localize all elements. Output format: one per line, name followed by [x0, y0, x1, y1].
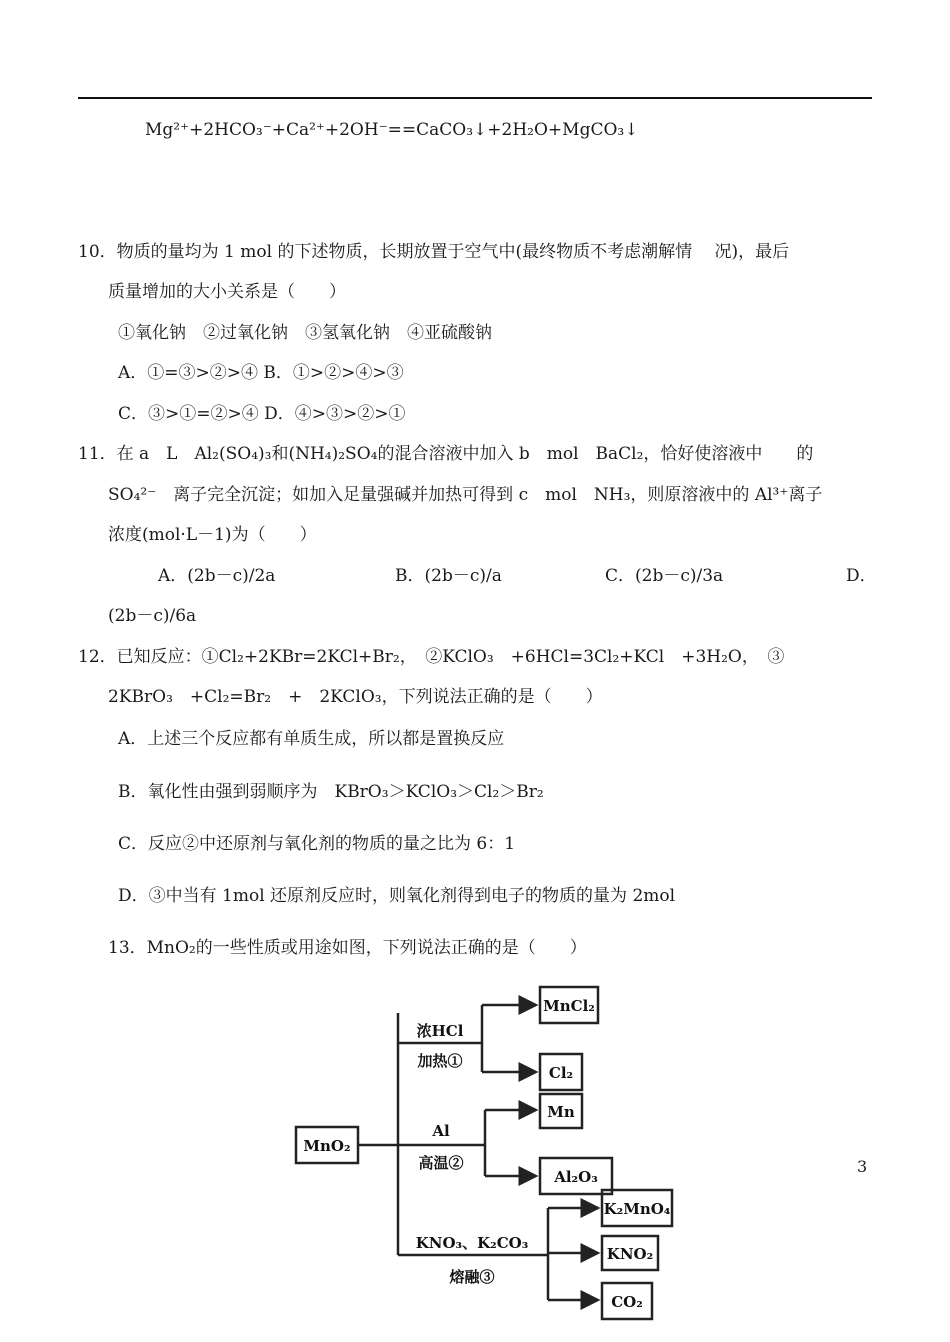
- product-mncl2: MnCl₂: [543, 997, 595, 1015]
- branch2-condition: 高温②: [418, 1154, 464, 1172]
- q12-option-c: C．反应②中还原剂与氧化剂的物质的量之比为 6：1: [118, 834, 516, 854]
- q10-option-cd: C．③>①=②>④ D．④>③>②>①: [118, 404, 406, 424]
- q11-option-d-value: (2b－c)/6a: [108, 606, 197, 626]
- q12-option-b: B．氧化性由强到弱顺序为 KBrO₃＞KClO₃＞Cl₂＞Br₂: [118, 782, 544, 802]
- q11-option-c: C．(2b－c)/3a: [605, 566, 724, 586]
- product-co2: CO₂: [611, 1293, 643, 1311]
- branch3-condition: 熔融③: [449, 1268, 495, 1286]
- q11-line1: 11．在 a L Al₂(SO₄)₃和(NH₄)₂SO₄的混合溶液中加入 b mol BaCl₂，恰好使溶液中 的: [78, 444, 814, 464]
- q11-line2: SO₄²⁻ 离子完全沉淀；如加入足量强碱并加热可得到 c mol NH₃，则原溶液中的 Al³⁺离子: [108, 485, 823, 505]
- source-label: MnO₂: [303, 1137, 351, 1155]
- q12-option-d: D．③中当有 1mol 还原剂反应时，则氧化剂得到电子的物质的量为 2mol: [118, 886, 676, 906]
- q10-items: ①氧化钠 ②过氧化钠 ③氢氧化钠 ④亚硫酸钠: [118, 323, 492, 343]
- q11-line3: 浓度(mol·L－1)为（ ）: [108, 525, 317, 545]
- product-kno2: KNO₂: [606, 1245, 654, 1263]
- q13-line1: 13．MnO₂的一些性质或用途如图，下列说法正确的是（ ）: [108, 938, 587, 958]
- q10-line1: 10．物质的量均为 1 mol 的下述物质，长期放置于空气中(最终物质不考虑潮解情 况)，最后: [78, 242, 790, 262]
- product-k2mno4: K₂MnO₄: [603, 1200, 671, 1218]
- branch2-reagent: Al: [432, 1122, 450, 1140]
- q11-option-d: D．: [846, 566, 877, 586]
- equation-line: Mg²⁺+2HCO₃⁻+Ca²⁺+2OH⁻==CaCO₃↓+2H₂O+MgCO₃↓: [145, 120, 639, 140]
- q10-option-ab: A．①=③>②>④ B．①>②>④>③: [118, 363, 404, 383]
- page-number: 3: [857, 1157, 868, 1176]
- product-cl2: Cl₂: [548, 1064, 574, 1082]
- q11-option-b: B．(2b－c)/a: [395, 566, 502, 586]
- q12-line1: 12．已知反应：①Cl₂+2KBr=2KCl+Br₂， ②KClO₃ +6HCl=3Cl₂+KCl +3H₂O， ③: [78, 647, 785, 667]
- branch1-condition: 加热①: [417, 1052, 463, 1070]
- q10-line2: 质量增加的大小关系是（ ）: [108, 282, 346, 302]
- q11-option-a: A．(2b－c)/2a: [158, 566, 276, 586]
- q12-line2: 2KBrO₃ +Cl₂=Br₂ + 2KClO₃，下列说法正确的是（ ）: [108, 687, 603, 707]
- branch1-reagent: 浓HCl: [416, 1022, 464, 1040]
- product-al2o3: Al₂O₃: [554, 1168, 598, 1186]
- branch3-reagent: KNO₃、K₂CO₃: [415, 1234, 529, 1252]
- product-mn: Mn: [547, 1103, 575, 1121]
- q12-option-a: A．上述三个反应都有单质生成，所以都是置换反应: [118, 729, 505, 749]
